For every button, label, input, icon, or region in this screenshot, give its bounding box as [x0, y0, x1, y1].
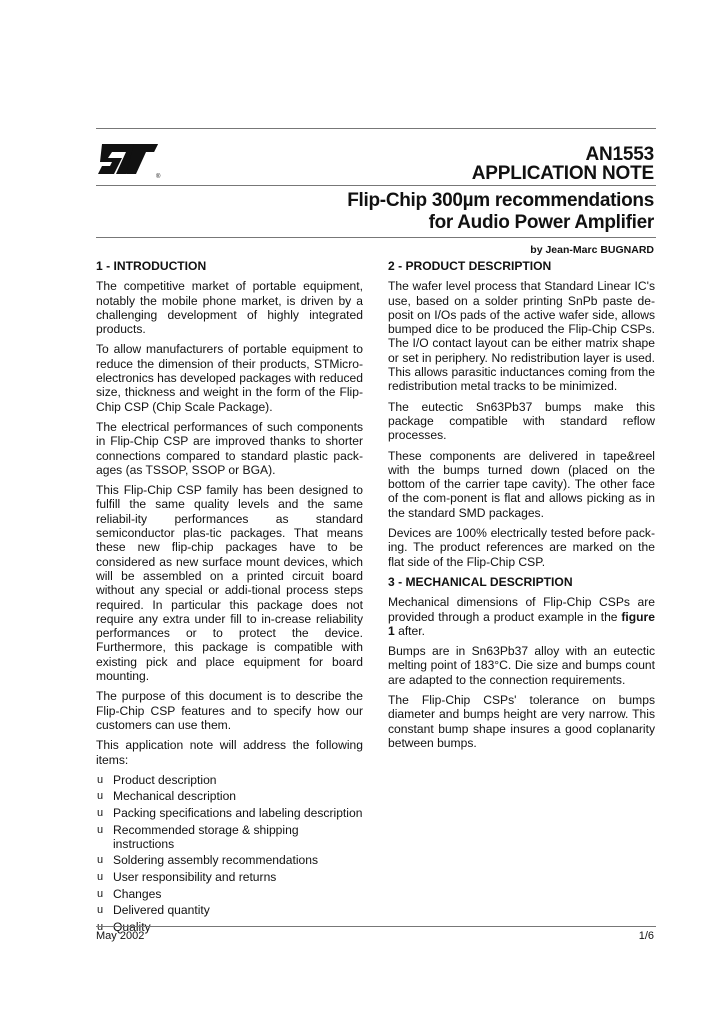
bullet-icon: u — [97, 920, 104, 933]
mechanical-paragraph-2: Bumps are in Sn63Pb37 alloy with an eutectic melting point of 183°C. Die size and bumps count are adapted to the connection requirements. — [388, 644, 655, 687]
bullet-icon: u — [97, 773, 104, 786]
list-item: u User responsibility and returns — [97, 870, 277, 885]
intro-paragraph-1: The competitive market of portable equipment, notably the mobile phone market, is driven by a challenging development of highly integrated products. — [96, 279, 363, 337]
product-paragraph-2: The eutectic Sn63Pb37 bumps make this package compatible with standard reflow processes. — [388, 399, 655, 443]
list-item: u Recommended storage & shipping instructions — [97, 822, 299, 851]
intro-paragraph-3: The electrical performances of such components in Flip-Chip CSP are improved thanks to shorter connections compared to standard plastic pack-ages (as TSSOP, SSOP or BGA). — [96, 419, 363, 477]
list-item: u Delivered quantity — [97, 903, 210, 918]
top-rule — [96, 128, 656, 129]
list-item: u Packing specifications and labeling description — [97, 805, 363, 820]
bullet-icon: u — [97, 790, 104, 803]
mechanical-paragraph-1: Mechanical dimensions of Flip-Chip CSPs are provided through a product example in the figure 1 after. — [388, 595, 655, 638]
product-paragraph-4: Devices are 100% electrically tested before pack-ing. The product references are marked on the flat side of the Flip-Chip CSP. — [388, 526, 655, 569]
left-column — [96, 259, 363, 936]
doc-number: AN1553 — [585, 144, 654, 165]
footer-rule — [96, 926, 656, 927]
intro-paragraph-6: This application note will address the following items: — [96, 738, 363, 767]
bullet-icon: u — [97, 806, 104, 819]
title-line1: Flip-Chip 300µm recommendations — [347, 190, 654, 211]
product-paragraph-1: The wafer level process that Standard Linear IC's use, based on a solder printing SnPb paste de-posit on I/Os pads of the active wafer side, allows bumped dice to be produced the Flip-Chip CSPs. The I/O contact layout can be either matrix shape or set in periphery. No redistribution layer is used. This allows parasitic inductances coming from the redistribution metal tracks to be minimized. — [388, 279, 655, 394]
section3-heading: 3 - MECHANICAL DESCRIPTION — [388, 574, 573, 589]
author: by Jean-Marc BUGNARD — [530, 244, 654, 256]
intro-paragraph-2: To allow manufacturers of portable equipment to reduce the dimension of their products, STMicro-electronics has developed packages with reduced size, thickness and weight in the form of the Flip-Chip CSP (Chip Scale Package). — [96, 342, 363, 414]
figure-reference: figure 1 — [388, 609, 655, 638]
page-number: 1/6 — [638, 930, 654, 942]
section1-heading: 1 - INTRODUCTION — [96, 259, 207, 273]
intro-paragraph-5: The purpose of this document is to describe the Flip-Chip CSP features and to specify how our customers can use them. — [96, 689, 363, 732]
doc-type: APPLICATION NOTE — [471, 163, 654, 184]
list-item: u Product description — [97, 772, 217, 787]
section2-heading: 2 - PRODUCT DESCRIPTION — [388, 259, 552, 273]
list-item: u Quality — [97, 919, 151, 934]
mechanical-paragraph-3: The Flip-Chip CSPs' tolerance on bumps diameter and bumps height are very narrow. This constant bump shape insures a good coplanarity between bumps. — [388, 693, 655, 750]
right-column — [388, 259, 655, 756]
footer-date: May 2002 — [96, 930, 145, 942]
list-item: u Changes — [97, 886, 162, 901]
items-list — [96, 773, 363, 934]
svg-text:®: ® — [156, 174, 161, 180]
title-line2: for Audio Power Amplifier — [428, 212, 654, 233]
bullet-icon: u — [97, 871, 104, 884]
bullet-icon: u — [97, 887, 104, 900]
header-rule — [96, 185, 656, 186]
bullet-icon: u — [97, 854, 104, 867]
list-item: u Soldering assembly recommendations — [97, 853, 319, 868]
list-item: u Mechanical description — [97, 789, 237, 804]
product-paragraph-3: These components are delivered in tape&reel with the bumps turned down (placed on the bottom of the carrier tape cavity). The other face of the com-ponent is flat and allows picking as in the standard SMD packages. — [388, 448, 655, 520]
bullet-icon: u — [97, 904, 104, 917]
st-logo-icon — [96, 138, 166, 180]
title-rule — [96, 237, 656, 238]
bullet-icon: u — [97, 823, 104, 836]
intro-paragraph-4: This Flip-Chip CSP family has been designed to fulfill the same quality levels and the same reliabil-ity performances as standard semiconductor plas-tic packages. That means these new flip-chip packages have to be considered as new surface mount devices, which will be assembled on a printed circuit board without any special or addi-tional process steps required. In particular this package does not require any extra under fill to in-crease reliability performances or to protect the device. Furthermore, this package is compatible with existing pick and place equipment for board mounting. — [96, 483, 363, 684]
